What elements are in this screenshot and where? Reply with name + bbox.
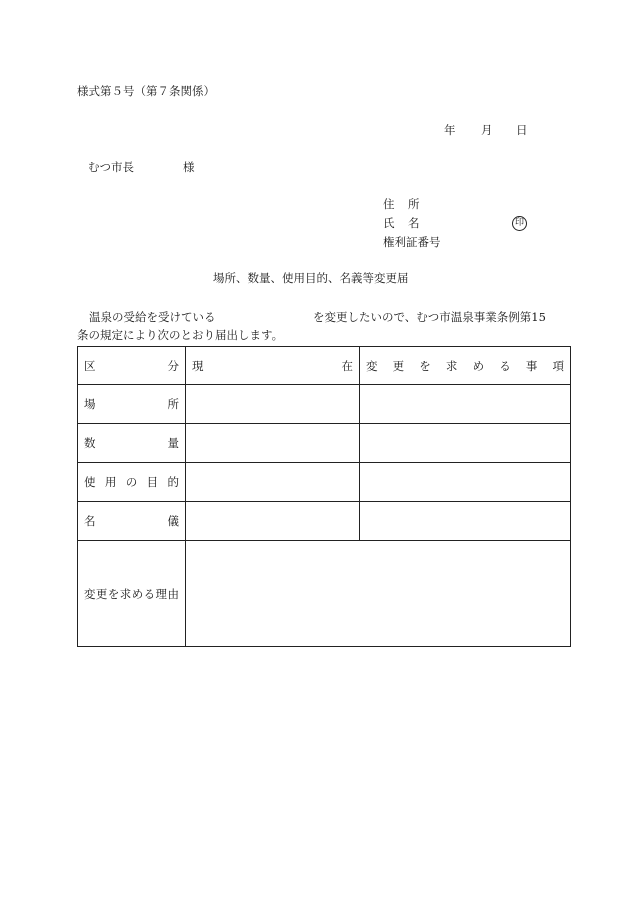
header-char: 区 [84, 358, 96, 373]
header-current [186, 347, 360, 385]
row-label-char: 目 [146, 475, 159, 489]
addressee-honorific: 様 [183, 160, 195, 174]
header-char: る [499, 358, 511, 373]
requested-change-cell[interactable] [360, 424, 571, 463]
row-label-char: る [143, 586, 156, 601]
requested-change-cell[interactable] [360, 463, 571, 502]
row-label-char: 使 [84, 475, 96, 489]
header-char: 変 [366, 358, 378, 373]
name-label-1: 氏 [383, 216, 395, 230]
row-label-char: を [107, 586, 120, 601]
rights-certificate-label: 権利証番号 [383, 235, 441, 249]
requested-change-cell[interactable] [360, 385, 571, 424]
row-label-char: 所 [167, 397, 179, 411]
date-month-label: 月 [481, 123, 493, 137]
header-char: 現 [192, 358, 204, 373]
current-value-cell[interactable] [186, 424, 360, 463]
row-label-char: の [125, 475, 138, 489]
date-year-label: 年 [444, 123, 456, 137]
header-char: め [472, 358, 485, 373]
form-number: 様式第５号（第７条関係） [77, 84, 215, 98]
header-char: 更 [392, 358, 405, 373]
body-line2: 条の規定により次のとおり届出します。 [77, 328, 284, 342]
table-header-row [78, 347, 571, 385]
row-label-char: 変 [84, 586, 96, 601]
name-label-2: 名 [408, 216, 420, 230]
header-char: 項 [552, 358, 564, 373]
seal-mark: 印 [512, 216, 527, 231]
row-label-char: 理 [155, 586, 168, 601]
row-label-char: め [131, 586, 144, 601]
current-value-cell[interactable] [186, 385, 360, 424]
row-label-char: 由 [167, 586, 179, 601]
address-label-1: 住 [383, 197, 395, 211]
header-char: 在 [341, 358, 353, 373]
change-request-table [77, 346, 571, 647]
row-label [78, 424, 186, 463]
row-label-char: 儀 [167, 514, 179, 528]
header-category [78, 347, 186, 385]
date-day-label: 日 [516, 123, 528, 137]
row-label [78, 463, 186, 502]
header-char: 分 [167, 358, 179, 373]
reason-cell[interactable] [186, 541, 571, 647]
row-label [78, 502, 186, 541]
row-label-char: 量 [167, 436, 179, 450]
row-label [78, 385, 186, 424]
addressee-name: むつ市長 [88, 160, 134, 174]
table-row-name [78, 502, 571, 541]
current-value-cell[interactable] [186, 463, 360, 502]
table-row-location [78, 385, 571, 424]
row-label-char: 用 [104, 475, 117, 489]
table-row-reason [78, 541, 571, 647]
document-title: 場所、数量、使用目的、名義等変更届 [213, 271, 409, 285]
header-char: 求 [445, 358, 458, 373]
requested-change-cell[interactable] [360, 502, 571, 541]
row-label-char: 求 [119, 586, 132, 601]
address-label-2: 所 [408, 197, 420, 211]
body-line1-a: 温泉の受給を受けている [89, 310, 216, 324]
header-char: を [419, 358, 431, 373]
body-line1-b: を変更したいので、むつ市温泉事業条例第15 [313, 310, 546, 324]
row-label-char: 名 [84, 514, 96, 528]
current-value-cell[interactable] [186, 502, 360, 541]
row-label-char: 的 [167, 475, 179, 489]
row-label-char: 数 [84, 436, 96, 450]
table-row-quantity [78, 424, 571, 463]
row-label-char: 場 [84, 397, 96, 411]
header-requested-change [360, 347, 571, 385]
row-label-char: 更 [95, 586, 108, 601]
row-label [78, 541, 186, 647]
table-row-purpose [78, 463, 571, 502]
header-char: 事 [525, 358, 538, 373]
